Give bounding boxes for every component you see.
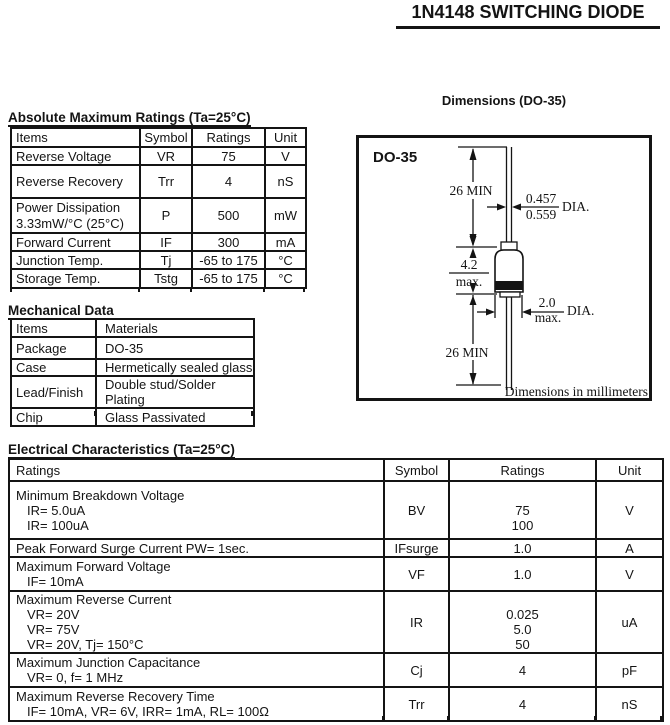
symbol-cell: IR [384,591,449,653]
value-cell [449,481,596,539]
value-cell: 1.0 [449,539,596,557]
lead-top-length-label: 26 MIN [449,183,493,198]
item-cell: Forward Current [11,233,140,251]
rating-cell: -65 to 175 [192,269,265,288]
unit-cell: nS [265,165,306,198]
scan-line-stub [138,287,140,292]
value-cell: 4 [449,687,596,721]
electrical-table-grid [8,458,664,722]
mechanical-title: Mechanical Data [8,303,114,318]
symbol-cell: Tstg [140,269,192,288]
material-cell: DO-35 [96,337,254,359]
table-row [11,251,306,269]
lead-dia-upper-value: 0.457 [525,191,557,206]
mechanical-table [10,318,253,425]
unit-cell: mA [265,233,306,251]
material-cell: Hermetically sealed glass [96,359,254,376]
unit-cell: V [596,557,663,591]
table-row [9,653,663,687]
symbol-cell: BV [384,481,449,539]
scan-line-stub [263,287,265,292]
condition-line: IR= 100uA [27,517,89,533]
unit-cell: °C [265,269,306,288]
body-dia-suffix: DIA. [567,303,595,318]
ratings-cell [9,591,384,653]
electrical-table [8,458,662,719]
symbol-cell: VF [384,557,449,591]
unit-cell: nS [596,687,663,721]
rating-cell: 4 [192,165,265,198]
diode-top-collar [501,242,517,250]
page-title: 1N4148 SWITCHING DIODE [396,2,660,29]
unit-cell: °C [265,251,306,269]
col-header-unit: Unit [596,459,663,481]
value-line: 0.025 [506,607,539,622]
scan-line-stub [660,716,662,721]
dimensions-heading: Dimensions (DO-35) [441,93,567,108]
rating-cell: 300 [192,233,265,251]
abs-max-title: Absolute Maximum Ratings (Ta=25°C) [8,110,251,125]
condition-line: VR= 75V [27,622,80,637]
item-cell: Reverse Recovery [11,165,140,198]
material-cell: Glass Passivated [96,408,254,426]
lead-dia-lower-value: 0.559 [525,207,557,222]
scan-line-stub [10,411,12,416]
rating-line: Minimum Breakdown Voltage [16,487,185,503]
scan-line-stub [594,716,596,721]
body-length-value: 4.2 [460,257,478,272]
lead-dia-suffix: DIA. [562,199,590,214]
condition-line: IF= 10mA [27,574,84,589]
symbol-cell: Trr [384,687,449,721]
item-cell: Package [11,337,96,359]
item-cell: Case [11,359,96,376]
scan-line-stub [94,411,96,416]
condition-line: VR= 0, f= 1 MHz [27,670,124,685]
value-line: 50 [515,637,530,652]
abs-max-table [10,127,305,287]
table-row [11,233,306,251]
rating-cell: 75 [192,147,265,165]
symbol-cell: Cj [384,653,449,687]
package-label: DO-35 [373,149,418,166]
ratings-cell [9,481,384,539]
value-cell: 1.0 [449,557,596,591]
scan-line-stub [382,716,384,721]
symbol-cell: IF [140,233,192,251]
item-cell: Chip [11,408,96,426]
table-row [11,198,306,233]
scan-line-stub [10,287,12,292]
unit-cell: V [596,481,663,539]
lead-bottom-length-label: 26 MIN [445,345,489,360]
condition-line: VR= 20V, Tj= 150°C [27,637,144,652]
unit-cell: mW [265,198,306,233]
item-cell: Junction Temp. [11,251,140,269]
rating-line: Maximum Reverse Current [16,592,172,607]
cathode-band [495,281,523,290]
symbol-cell: Trr [140,165,192,198]
item-cell: Storage Temp. [11,269,140,288]
scan-line-stub [303,287,305,292]
scan-line-stub [447,716,449,721]
ratings-cell [9,687,384,721]
dimensions-diagram [356,135,652,401]
table-row [11,359,254,376]
table-row [9,687,663,721]
col-header-ratings2: Ratings [449,459,596,481]
scan-line-stub [8,716,10,721]
unit-cell: A [596,539,663,557]
value-cell [449,591,596,653]
diode-outline-drawing [359,138,649,398]
value-line [450,488,595,503]
condition-line: IF= 10mA, VR= 6V, IRR= 1mA, RL= 100Ω [27,704,269,719]
item-cell: Lead/Finish [11,376,96,408]
condition-line: VR= 20V [27,607,80,622]
diode-bottom-collar [500,292,520,297]
unit-cell: pF [596,653,663,687]
value-line [450,592,595,607]
table-row [9,539,663,557]
symbol-cell: P [140,198,192,233]
unit-cell: V [265,147,306,165]
table-row [9,481,663,539]
scan-line-stub [190,287,192,292]
item-cell [11,198,140,233]
rating-cell: -65 to 175 [192,251,265,269]
item-line: 3.33mW/°C (25°C) [16,215,124,231]
table-row [11,337,254,359]
item-line: Power Dissipation [16,199,121,215]
value-line: 100 [511,517,534,533]
table-row [9,557,663,591]
col-header-materials: Materials [96,319,254,337]
symbol-cell: Tj [140,251,192,269]
ratings-cell [9,653,384,687]
col-header-symbol: Symbol [140,128,192,147]
body-dia-max: max. [534,310,562,325]
col-header-items: Items [11,319,96,337]
scan-line-stub [251,411,253,416]
body-dia-value: 2.0 [538,295,556,310]
mechanical-table-grid [10,318,255,427]
dimensions-footnote: Dimensions in millimeters [504,384,648,398]
col-header-unit: Unit [265,128,306,147]
ratings-cell [9,539,384,557]
unit-cell: uA [596,591,663,653]
col-header-items: Items [11,128,140,147]
table-row [9,591,663,653]
value-line: 5.0 [513,622,532,637]
table-row [11,269,306,288]
item-cell: Reverse Voltage [11,147,140,165]
abs-max-table-grid [10,127,307,289]
rating-cell: 500 [192,198,265,233]
value-cell: 4 [449,653,596,687]
symbol-cell: IFsurge [384,539,449,557]
col-header-ratings: Ratings [192,128,265,147]
symbol-cell: VR [140,147,192,165]
rating-line: Maximum Forward Voltage [16,559,171,574]
col-header-ratings: Ratings [9,459,384,481]
table-row [11,376,254,408]
table-row [11,165,306,198]
col-header-symbol: Symbol [384,459,449,481]
rating-line: Maximum Junction Capacitance [16,655,201,670]
table-row [11,147,306,165]
electrical-title: Electrical Characteristics (Ta=25°C) [8,442,235,457]
value-line: 75 [515,502,530,518]
ratings-cell [9,557,384,591]
material-cell: Double stud/Solder Plating [96,376,254,408]
rating-line: Maximum Reverse Recovery Time [16,689,215,704]
condition-line: IR= 5.0uA [27,502,86,518]
body-length-max: max. [455,274,483,289]
rating-line: Peak Forward Surge Current PW= 1sec. [16,540,250,556]
table-row [11,408,254,426]
